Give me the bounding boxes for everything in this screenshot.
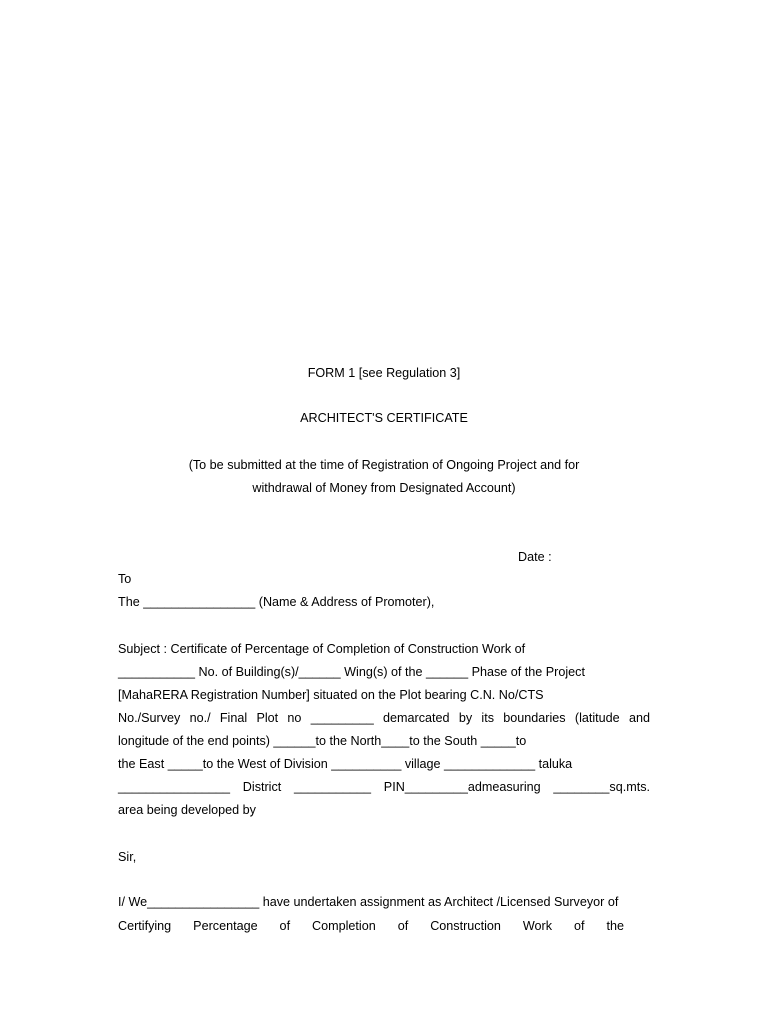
- subject-line-4: No./Survey no./ Final Plot no _________ demarcated by its boundaries (latitude and: [118, 711, 650, 725]
- body-line-1: I/ We________________ have undertaken assignment as Architect /Licensed Surveyor of: [118, 895, 619, 909]
- address-to: To: [118, 572, 132, 586]
- subject-line-3: [MahaRERA Registration Number] situated on the Plot bearing C.N. No/CTS: [118, 688, 544, 702]
- subject-line-6: the East _____to the West of Division __________ village _____________ taluka: [118, 757, 573, 771]
- subject-line-2: ___________ No. of Building(s)/______ Wing(s) of the ______ Phase of the Project: [118, 665, 585, 679]
- subject-line-8: area being developed by: [118, 803, 256, 817]
- salutation: Sir,: [118, 850, 137, 864]
- form-title: FORM 1 [see Regulation 3]: [307, 366, 461, 380]
- subject-line-1: Subject : Certificate of Percentage of Completion of Construction Work of: [118, 642, 526, 656]
- subject-line-7: ________________ District ___________ PIN_________admeasuring ________sq.mts.: [118, 780, 650, 794]
- subject-line-5: longitude of the end points) ______to the North____to the South _____to: [118, 734, 527, 748]
- purpose-line-2: withdrawal of Money from Designated Account): [252, 481, 516, 495]
- body-line-2: Certifying Percentage of Completion of Construction Work of the: [118, 919, 624, 933]
- date-label: Date :: [518, 550, 552, 564]
- purpose-line-1: (To be submitted at the time of Registration of Ongoing Project and for: [188, 458, 580, 472]
- address-promoter: The ________________ (Name & Address of Promoter),: [118, 595, 435, 609]
- certificate-title: ARCHITECT'S CERTIFICATE: [300, 411, 468, 425]
